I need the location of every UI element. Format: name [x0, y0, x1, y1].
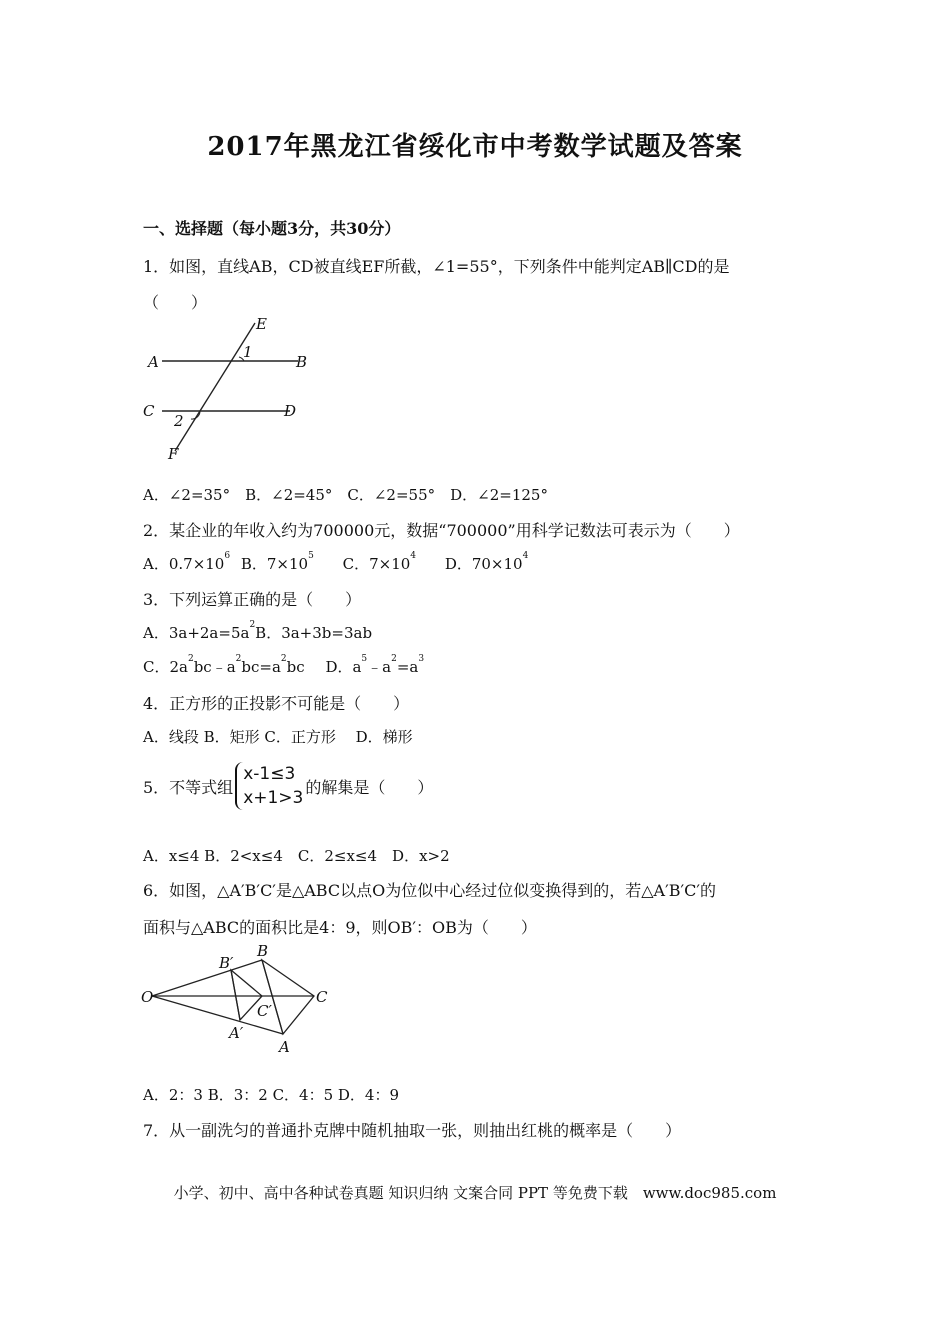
question-1-stem-cont: （ ）	[143, 293, 208, 312]
figure-parallel-lines	[140, 315, 320, 463]
question-5-stem	[143, 762, 433, 810]
inequality-1: x-1≤3	[243, 764, 296, 784]
figure-homothety	[140, 940, 332, 1058]
question-3-options-cd	[143, 656, 424, 677]
question-3-options-ab	[143, 622, 372, 643]
page-title: 2017年黑龙江省绥化市中考数学试题及答案	[207, 132, 743, 162]
q5-suffix: 的解集是（ ）	[305, 777, 434, 797]
label-c: C	[143, 402, 155, 420]
label-1: 1	[243, 343, 253, 361]
q2-option-c: C．$7\times 10^4$	[342, 551, 417, 573]
label-f: F	[168, 445, 179, 463]
q2-option-b: B．$7\times 10^5$	[240, 551, 314, 573]
q2-option-d: D．$70\times 10^4$	[444, 551, 529, 573]
line-ob	[152, 960, 262, 996]
label-c-prime: C′	[257, 1002, 272, 1020]
question-5-options: A．x≤4 B．2<x≤4 C．2≤x≤4 D．x>2	[143, 847, 450, 865]
q2-option-a: A．$0.7\times 10^6$	[143, 551, 231, 573]
question-6-options: A．2：3 B．3：2 C．4：5 D．4：9	[143, 1086, 400, 1104]
label-o: O	[141, 988, 154, 1006]
question-2-stem: 2．某企业的年收入约为700000元，数据“700000”用科学记数法可表示为（ ）	[143, 521, 740, 540]
label-a-prime: A′	[229, 1024, 244, 1042]
question-6-stem-cont: 面积与△ABC的面积比是4：9，则OB′：OB为（ ）	[143, 918, 537, 937]
question-4-options: A．线段 B．矩形 C．正方形 D．梯形	[143, 728, 413, 746]
q3-option-d: D．$a^5﹣a^2=a^3$	[325, 654, 425, 676]
q3-option-c: C．$2a^2bc﹣a^2bc=a^2bc$	[143, 654, 305, 676]
label-a: A	[148, 353, 159, 371]
q3-option-a: A．$3a+2a=5a^2$	[143, 620, 256, 642]
label-d: D	[284, 402, 297, 420]
segment-bpap	[231, 970, 240, 1020]
section-heading: 一、选择题（每小题3分，共30分）	[143, 219, 401, 238]
inequality-2: x+1>3	[243, 788, 304, 808]
triangle-abc	[262, 960, 314, 1034]
question-1-stem: 1．如图，直线AB，CD被直线EF所截，∠1=55°，下列条件中能判定AB∥CD的是	[143, 257, 730, 276]
label-b: B	[257, 942, 269, 960]
question-7-stem: 7．从一副洗匀的普通扑克牌中随机抽取一张，则抽出红桃的概率是（ ）	[143, 1121, 682, 1140]
label-b-prime: B′	[219, 954, 234, 972]
question-4-stem: 4．正方形的正投影不可能是（ ）	[143, 694, 410, 713]
label-2: 2	[174, 412, 184, 430]
inequality-system	[235, 762, 303, 810]
q3-option-b: B．3a+3b=3ab	[255, 624, 373, 642]
question-2-options	[143, 553, 528, 574]
question-6-stem: 6．如图，△A′B′C′是△ABC以点O为位似中心经过位似变换得到的，若△A′B′C′的	[143, 881, 716, 900]
question-1-options: A．∠2=35° B．∠2=45° C．∠2=55° D．∠2=125°	[143, 486, 548, 504]
label-a: A	[279, 1038, 290, 1056]
q5-prefix: 5．不等式组	[143, 777, 234, 797]
label-c: C	[316, 988, 328, 1006]
label-e: E	[256, 315, 267, 333]
label-b: B	[296, 353, 308, 371]
page-footer: 小学、初中、高中各种试卷真题 知识归纳 文案合同 PPT 等免费下载 www.doc985.com	[173, 1184, 777, 1202]
segment-ba	[262, 960, 283, 1034]
question-3-stem: 3．下列运算正确的是（ ）	[143, 590, 362, 609]
